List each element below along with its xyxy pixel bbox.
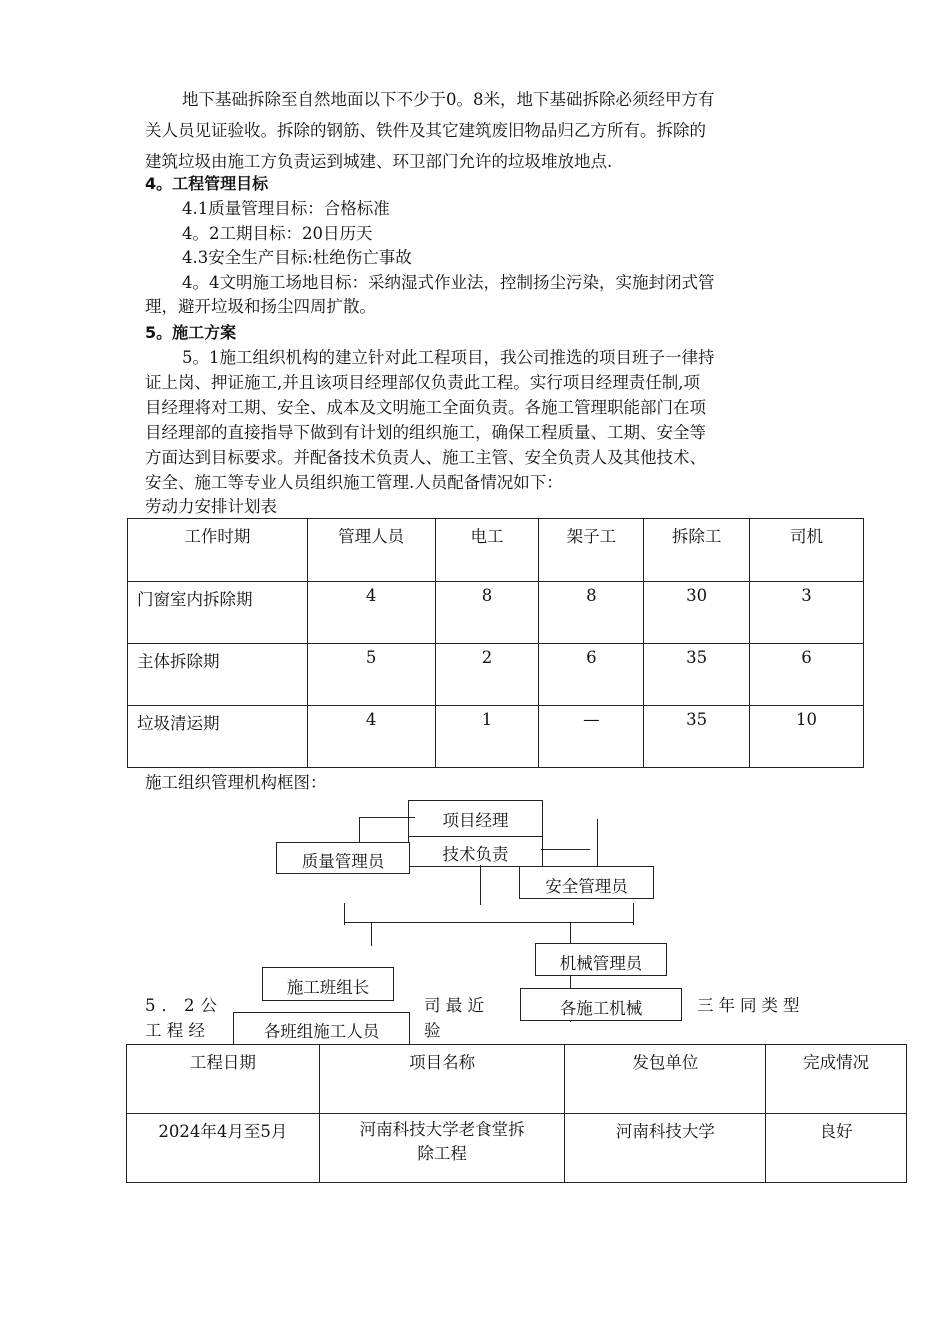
org-connector	[480, 865, 481, 905]
labor-table	[127, 518, 864, 768]
paragraph-line: 地下基础拆除至自然地面以下不少于0。8米，地下基础拆除必须经甲方有	[182, 90, 715, 109]
paragraph-line: 安全、施工等专业人员组织施工管理.人员配备情况如下：	[145, 473, 563, 492]
table-cell: 门窗室内拆除期	[128, 582, 308, 644]
table-cell: 5	[307, 644, 435, 706]
org-chart-title: 施工组织管理机构框图：	[145, 773, 327, 792]
table-cell: 2	[435, 644, 539, 706]
table-row	[128, 644, 864, 706]
experience-table	[126, 1044, 907, 1183]
section-5-2-part: 司 最 近	[424, 996, 484, 1015]
section-heading-4: 4。工程管理目标	[145, 174, 269, 193]
table-row	[128, 706, 864, 768]
table-header: 管理人员	[307, 519, 435, 582]
table-cell: 35	[644, 706, 750, 768]
paragraph-line: 5。1施工组织机构的建立针对此工程项目，我公司推选的项目班子一律持	[182, 348, 715, 367]
table-header: 司机	[750, 519, 864, 582]
paragraph-line: 目经理将对工期、安全、成本及文明施工全面负责。各施工管理职能部门在项	[145, 398, 706, 417]
section-5-2-part: 5．2公	[145, 996, 223, 1015]
org-box-safety-manager: 安全管理员	[519, 866, 654, 899]
table-header: 拆除工	[644, 519, 750, 582]
goal-civilized-cont: 理，避开垃圾和扬尘四周扩散。	[145, 297, 376, 316]
org-connector	[344, 922, 634, 923]
table-cell: 垃圾清运期	[128, 706, 308, 768]
org-connector	[541, 849, 590, 850]
table-header: 架子工	[539, 519, 644, 582]
org-box-workers: 各班组施工人员	[233, 1012, 410, 1045]
table-header-row	[128, 519, 864, 582]
table-cell: 良好	[766, 1114, 907, 1183]
goal-safety: 4.3安全生产目标:杜绝伤亡事故	[182, 248, 412, 267]
table-cell: 6	[750, 644, 864, 706]
org-connector	[633, 903, 634, 925]
table-cell: 10	[750, 706, 864, 768]
table-header: 项目名称	[319, 1045, 565, 1114]
table-header: 工程日期	[127, 1045, 320, 1114]
table-cell: 3	[750, 582, 864, 644]
labor-table-title: 劳动力安排计划表	[145, 497, 277, 516]
table-cell: 主体拆除期	[128, 644, 308, 706]
org-connector	[359, 817, 360, 843]
section-5-2-part: 工 程 经	[145, 1021, 205, 1040]
table-header: 完成情况	[766, 1045, 907, 1114]
section-heading-5: 5。施工方案	[145, 323, 237, 342]
org-box-machinery-manager: 机械管理员	[535, 943, 667, 976]
org-box-team-leader: 施工班组长	[262, 967, 394, 1001]
paragraph-line: 方面达到目标要求。并配备技术负责人、施工主管、安全负责人及其他技术、	[145, 448, 706, 467]
paragraph-line: 证上岗、押证施工,并且该项目经理部仅负责此工程。实行项目经理责任制,项	[145, 373, 700, 392]
goal-quality: 4.1质量管理目标：合格标准	[182, 199, 390, 218]
section-5-2-part: 三年同类型	[697, 996, 805, 1015]
org-box-project-manager: 项目经理	[408, 800, 543, 838]
table-cell: 河南科技大学	[565, 1114, 766, 1183]
paragraph-line: 目经理部的直接指导下做到有计划的组织施工，确保工程质量、工期、安全等	[145, 423, 706, 442]
org-connector	[570, 922, 571, 944]
table-header: 电工	[435, 519, 539, 582]
org-box-machines: 各施工机械	[520, 988, 682, 1021]
paragraph-line: 建筑垃圾由施工方负责运到城建、环卫部门允许的垃圾堆放地点.	[145, 152, 613, 171]
table-header: 发包单位	[565, 1045, 766, 1114]
goal-civilized: 4。4文明施工场地目标：采纳湿式作业法，控制扬尘污染，实施封闭式管	[182, 273, 715, 292]
org-box-tech-lead: 技术负责	[408, 836, 543, 867]
org-connector	[371, 922, 372, 946]
org-connector	[597, 819, 598, 867]
table-cell: 4	[307, 582, 435, 644]
table-cell: 6	[539, 644, 644, 706]
table-row	[128, 582, 864, 644]
table-cell: 1	[435, 706, 539, 768]
table-cell: 35	[644, 644, 750, 706]
org-box-quality-manager: 质量管理员	[276, 842, 410, 874]
table-cell: 8	[435, 582, 539, 644]
org-connector	[359, 817, 415, 818]
goal-schedule: 4。2工期目标：20日历天	[182, 224, 373, 243]
table-header-row	[127, 1045, 907, 1114]
table-cell: 8	[539, 582, 644, 644]
table-cell: 河南科技大学老食堂拆除工程	[319, 1114, 565, 1183]
table-cell: 2024年4月至5月	[127, 1114, 320, 1183]
table-row	[127, 1114, 907, 1183]
paragraph-line: 关人员见证验收。拆除的钢筋、铁件及其它建筑废旧物品归乙方所有。拆除的	[145, 121, 706, 140]
table-cell: —	[539, 706, 644, 768]
table-cell: 4	[307, 706, 435, 768]
table-header: 工作时期	[128, 519, 308, 582]
section-5-2-part: 验	[424, 1021, 441, 1040]
table-cell: 30	[644, 582, 750, 644]
